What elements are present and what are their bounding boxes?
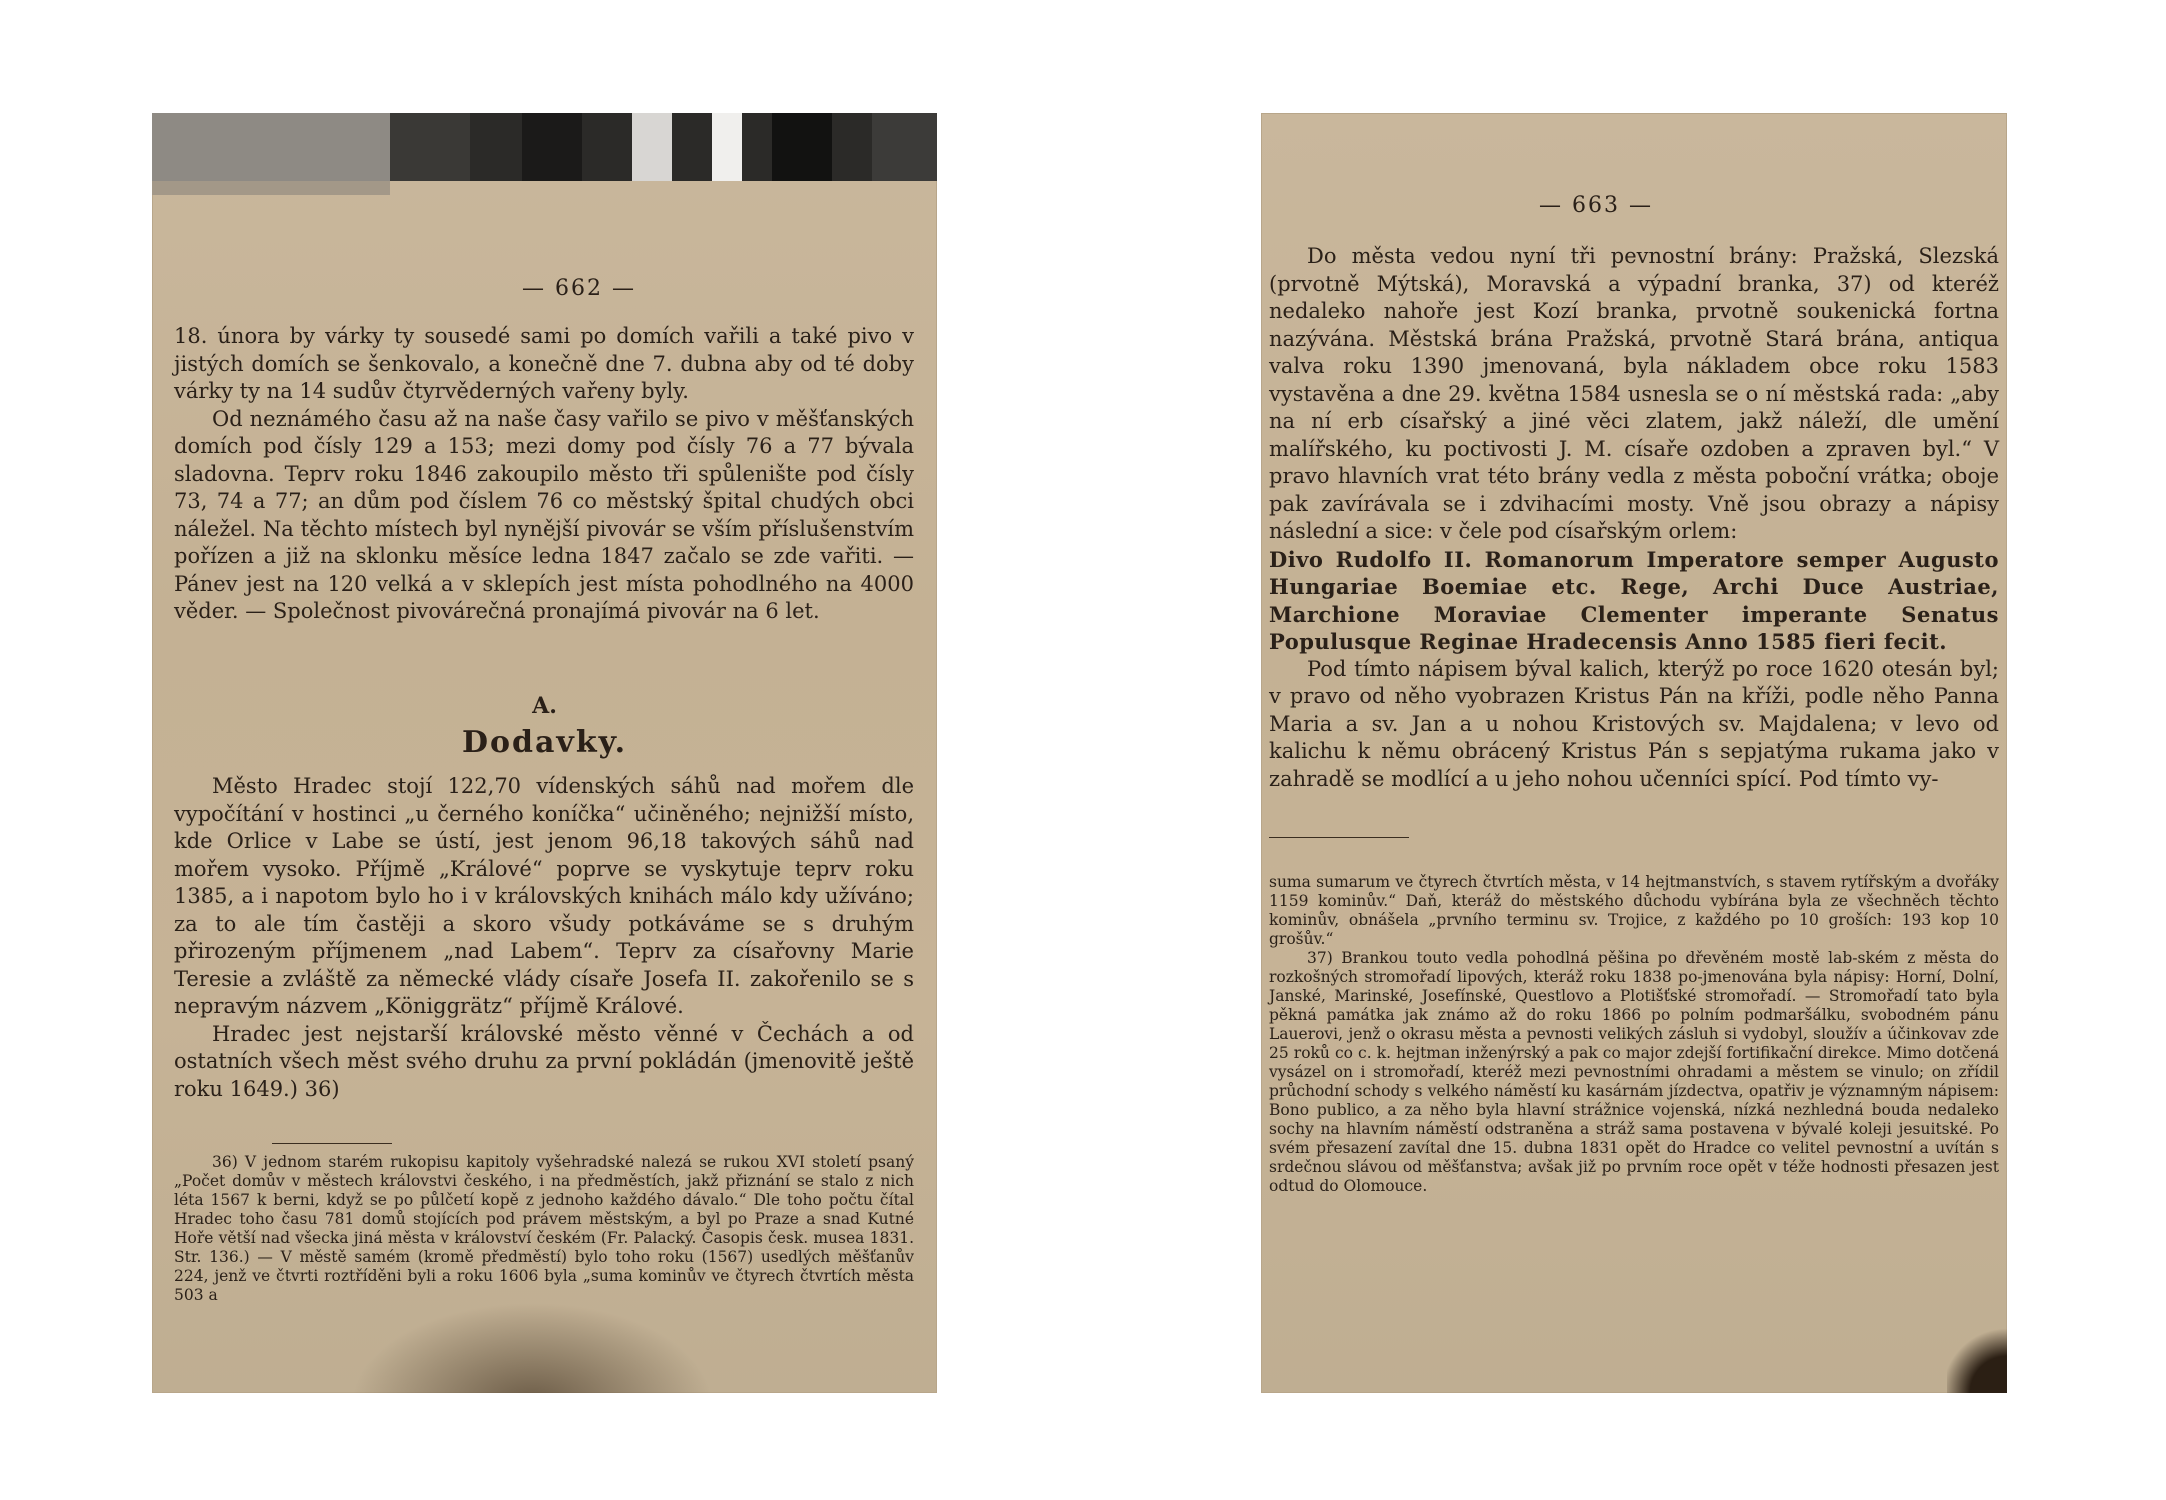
paragraph: Pod tímto nápisem býval kalich, kterýž po roce 1620 otesán byl; v pravo od něho vyobrazen Kristus Pán na kříži, podle něho Panna Maria a sv. Jan a u nohou Kristových sv. Majdalena; v levo od kalichu k němu obrácený Kristus Pán s sepjatýma rukama jako v zahradě se modlící a u jeho nohou učenníci spící. Pod tímto vy- bbox=[1269, 656, 1999, 791]
footnote-text: suma sumarum ve čtyrech čtvrtích města, v 14 hejtmanstvích, s stavem rytířským a dvořáky 1159 kominův.“ Daň, kteráž do městského důchodu vybírána byla ze všechněch těchto kominův, obnášela „prvního terminu sv. Trojice, z každého po 10 groších: 193 kop 10 grošův.“ bbox=[1269, 873, 1999, 948]
scan-dark-block bbox=[872, 113, 937, 181]
footnote-rule bbox=[272, 1143, 392, 1144]
body-text bbox=[174, 323, 914, 626]
thumb-shadow bbox=[352, 1303, 712, 1393]
footnote-rule bbox=[1269, 837, 1409, 838]
scan-grey-block bbox=[152, 113, 390, 181]
paragraph: Od neznámého času až na naše časy vařilo se pivo v měšťanských domích pod čísly 129 a 153; mezi domy pod čísly 76 a 77 bývala sladovna. Teprv roku 1846 zakoupilo město tři spůlenište pod čísly 73, 74 a 77; an dům pod číslem 76 co městský špital chudých obci náležel. Na těchto místech byl nynější pivovár se vším příslušenstvím pořízen a již na sklonku měsíce ledna 1847 začalo se zde vařiti. — Pánev jest na 120 velká a v sklepích jest místa pohodlného na 4000 věder. — Společnost pivovárečná pronajímá pivovár na 6 let. bbox=[174, 406, 914, 623]
page-number: — 663 — bbox=[1539, 193, 1653, 218]
footnote bbox=[174, 1153, 914, 1305]
body-text bbox=[174, 773, 914, 1103]
footnote-text: 37) Brankou touto vedla pohodlná pěšina po dřevěném mostě lab-ském z města do rozkošných stromořadí lipových, kteráž roku 1838 po-jmenována byla nápisy: Horní, Dolní, Janské, Marinské, Josefínské, Questlovo a Plotišťské stromořadí. — Stromořadí tato byla pěkná památka jak známo až do roku 1866 po polním podmaršálku, svobodném pánu Lauerovi, jenž o okrasu města a pevnosti velikých zásluh si vydobyl, sloužív a účinkovav zde 25 roků co c. k. hejtman inženýrský a pak co major zdejší fortifikační direkce. Mimo dotčená vysázel on i stromořadí, kteréž mezi pevnostními ohradami a městem se vinulo; on zřídil průchodní schody s velkého náměstí ku kasárnám jízdectva, opatřiv je významným nápisem: Bono publico, a za něho byla hlavní strážnice vojenská, nízká nezhledná bouda nedaleko sochy na hlavním náměstí odstraněna a stráž sama postavena v bývalé koleji jesuitské. Po svém přesazení zavítal dne 15. dubna 1831 opět do Hradce co velitel pevnostní a uvítán s srdečnou slávou od měšťanstva; avšak již po prvním roce opět v téže hodnosti přesazen jest odtud do Olomouce. bbox=[1269, 949, 1999, 1195]
footnote-text: 36) V jednom starém rukopisu kapitoly vyšehradské nalezá se rukou XVI století psaný „Počet domův v městech královstvi českého, i na předměstích, jakž přiznání se stalo z nich léta 1567 k berni, když se po půlčetí kopě z jednoho každého dávalo.“ Dle toho počtu čítal Hradec toho času 781 domů stojících pod právem městským, a byl po Praze a snad Kutné Hoře větší nad všecka jiná města v království českém (Fr. Palacký. Časopis česk. musea 1831. Str. 136.) — V městě samém (kromě předměstí) bylo toho roku (1567) usedlých měšťanův 224, jenž ve čtvrti roztříděni byli a roku 1606 byla „suma kominův ve čtyrech čtvrtích města 503 a bbox=[174, 1153, 914, 1304]
scan-dark-block bbox=[522, 113, 582, 181]
section-title: Dodavky. bbox=[461, 725, 628, 760]
right-page bbox=[1261, 113, 2007, 1393]
scan-dark-block bbox=[390, 113, 470, 181]
page-number: — 662 — bbox=[522, 276, 636, 301]
scan-light-block bbox=[632, 113, 672, 181]
scan-dark-block bbox=[772, 113, 832, 181]
section-letter: A. bbox=[532, 693, 557, 719]
scan-light-block bbox=[712, 113, 742, 181]
corner-shadow bbox=[1947, 1323, 2007, 1393]
paragraph: Město Hradec stojí 122,70 vídenských sáhů nad mořem dle vypočítání v hostinci „u černého koníčka“ učiněného; nejnižší místo, kde Orlice v Labe se ústí, jest jenom 96,18 takových sáhů nad mořem vysoko. Příjmě „Králové“ poprve se vyskytuje teprv roku 1385, a i napotom bylo ho i v královských knihách málo kdy užíváno; za to ale tím častěji a skoro všudy potkáváme se s druhým přirozeným příjmenem „nad Labem“. Teprv za císařovny Marie Teresie a zvláště za německé vlády císaře Josefa II. zakořenilo se s nepravým názvem „Königgrätz“ příjmě Králové. bbox=[174, 774, 914, 1018]
scan-edge-strip bbox=[152, 113, 937, 181]
footnotes bbox=[1269, 873, 1999, 1196]
body-text bbox=[1269, 243, 1999, 793]
paragraph: Do města vedou nyní tři pevnostní brány: Pražská, Slezská (prvotně Mýtská), Moravská a výpadní branka, 37) od kteréž nedaleko nahoře jest Kozí branka, prvotně soukenická fortna nazývána. Městská brána Pražská, prvotně Stará brána, antiqua valva roku 1390 jmenovaná, byla nákladem obce roku 1583 vystavěna a dne 29. května 1584 usnesla se o ní městská rada: „aby na ní erb císařský a jiné věci zlatem, jakž náleží, dle umění malířského, ku poctivosti J. M. císaře ozdoben a zpraven byl.“ V pravo hlavních vrat této brány vedla z města poboční vrátka; oboje pak zavírávala se i zdvihacími mosty. Vně jsou obrazy a nápisy následní a sice: v čele pod císařským orlem: bbox=[1269, 244, 1999, 543]
scan-shadow bbox=[152, 181, 390, 195]
paragraph: 18. února by várky ty sousedé sami po domích vařili a také pivo v jistých domích se šenkovalo, a konečně dne 7. dubna aby od té doby várky ty na 14 sudův čtyrvěderných vařeny byly. bbox=[174, 324, 914, 403]
latin-inscription: Divo Rudolfo II. Romanorum Imperatore semper Augusto Hungariae Boemiae etc. Rege, Archi Duce Austriae, Marchione Moraviae Clementer imperante Senatus Populusque Reginae Hradecensis Anno 1585 fieri fecit. bbox=[1269, 546, 1999, 654]
left-page bbox=[152, 113, 937, 1393]
paragraph: Hradec jest nejstarší královské město věnné v Čechách a od ostatních všech měst svého druhu za první pokládán (jmenovitě ještě roku 1649.) 36) bbox=[174, 1021, 914, 1101]
